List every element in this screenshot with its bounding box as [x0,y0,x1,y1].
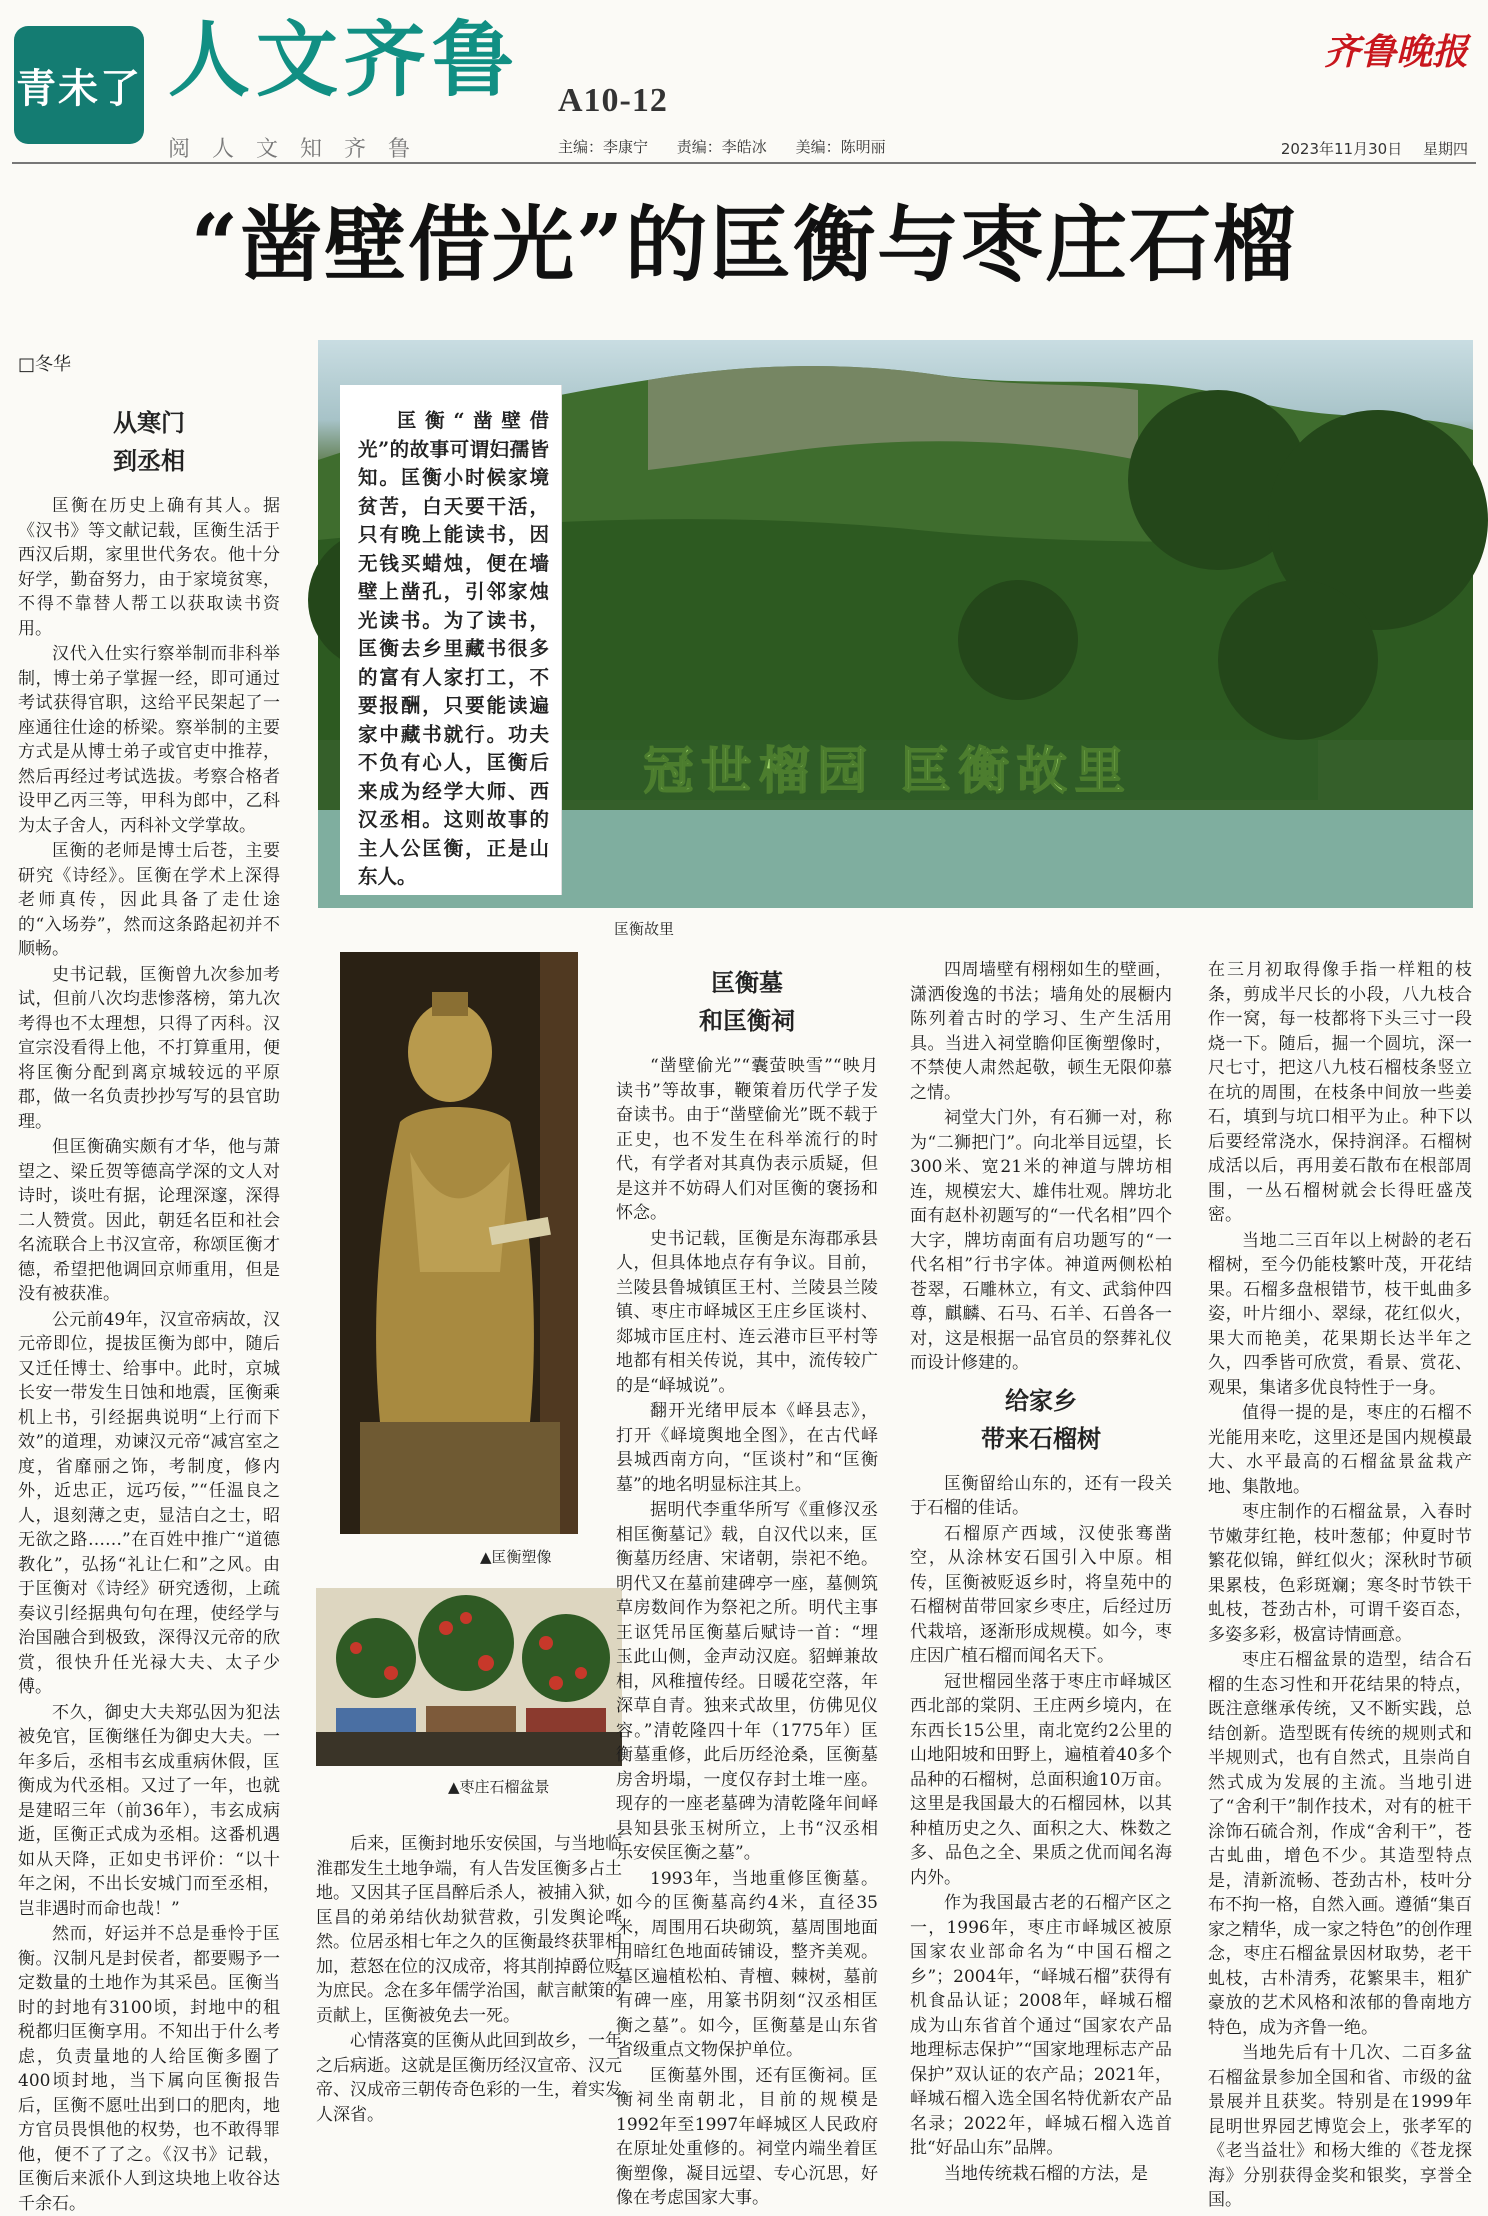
paragraph: 四周墙壁有栩栩如生的壁画，潇洒俊逸的书法；墙角处的展橱内陈列着古时的学习、生产生活用具。当进入祠堂瞻仰匡衡塑像时，不禁使人肃然起敬，顿生无限仰慕之情。 [910,960,1172,1103]
date-text: 2023年11月30日 [1280,140,1403,158]
issue-date [1265,138,1468,159]
paragraph: 当地二三百年以上树龄的老石榴树，至今仍能枝繁叶茂，开花结果。石榴多盘根错节，枝干虬曲多姿，叶片细小、翠绿，花红似火，果大而艳美，花果期长达半年之久，四季皆可欣赏，看景、赏花、观果，集诸多优良特性于一身。 [1208,1230,1472,1398]
statue-photo [340,952,578,1534]
section-logo: 青未了 [14,26,144,144]
paragraph: 在三月初取得像手指一样粗的枝条，剪成半尺长的小段，八九枝合作一窝，每一枝都将下头三寸一段烧一下。随后，掘一个圆坑，深一尺七寸，把这八九枝石榴枝条竖立在坑的周围，在枝条中间放一些姜石，填到与坑口相平为止。种下以后要经常浇水，保持润泽。石榴树成活以后，再用姜石散布在根部周围，一丛石榴树就会长得旺盛茂密。 [1208,960,1472,1225]
section-heading-3: 给家乡 带来石榴树 [981,1386,1101,1453]
paragraph: 但匡衡确实颇有才华，他与萧望之、梁丘贺等德高学深的文人对诗时，谈吐有据，论理深邃，深得二人赞赏。因此，朝廷名臣和社会名流联合上书汉宣帝，称颂匡衡才德，希望把他调回京师重用，但是没有被获准。 [18,1137,280,1304]
paragraph: 汉代入仕实行察举制而非科举制，博士弟子掌握一经，即可通过考试获得官职，这给平民架起了一座通往仕途的桥梁。察举制的主要方式是从博士弟子或官吏中推荐，然后再经过考试选拔。考察合格者设甲乙丙三等，甲科为郎中，乙科为太子舍人，丙科补文学掌故。 [18,644,280,836]
paragraph: 冠世榴园坐落于枣庄市峄城区西北部的棠阴、王庄两乡境内，在东西长15公里，南北宽约2公里的山地阳坡和田野上，遍植着40多个品种的石榴树，总面积逾10万亩。这里是我国最大的石榴园林，以其种植历史之久、面积之大、株数之多、品色之全、果质之优而闻名海内外。 [910,1671,1172,1888]
paragraph: 当地先后有十几次、二百多盆石榴盆景参加全国和省、市级的盆景展并且获奖。特别是在1999年昆明世界园艺博览会上，张孝军的《老当益壮》和杨大维的《苍龙探海》分别获得金奖和银奖，享誉全国。 [1208,2043,1472,2210]
column-2 [316,1832,622,2172]
bonsai-photo [316,1588,622,1766]
newspaper-name: 齐鲁晚报 [1323,31,1468,73]
masthead-divider [12,162,1476,164]
section-title: 人文齐鲁 [168,13,521,108]
intro-box [340,385,562,895]
paragraph: 枣庄制作的石榴盆景，入春时节嫩芽红艳，枝叶葱郁；仲夏时节繁花似锦，鲜红似火；深秋时节硕果累枝，色彩斑斓；寒冬时节铁干虬枝，苍劲古朴，可谓千姿百态，多姿多彩，极富诗情画意。 [1208,1502,1472,1645]
article-headline: “凿壁借光”的匡衡与枣庄石榴 [190,197,1298,293]
paragraph: 值得一提的是，枣庄的石榴不光能用来吃，这里还是国内规模最大、水平最高的石榴盆景盆栽产地、集散地。 [1208,1403,1472,1497]
paragraph: 不久，御史大夫郑弘因为犯法被免官，匡衡继任为御史大夫。一年多后，丞相韦玄成重病休假，匡衡成为代丞相。又过了一年，也就是建昭三年（前36年），韦玄成病逝，匡衡正式成为丞相。这番机遇如从天降，正如史书评价：“以十年之闲，不出长安城门而至丞相，岂非遇时而命也哉！” [18,1702,280,1919]
paragraph: 匡衡在历史上确有其人。据《汉书》等文献记载，匡衡生活于西汉后期，家里世代务农。他十分好学，勤奋努力，由于家境贫寒，不得不靠替人帮工以获取读书资用。 [18,496,280,639]
paragraph: 当地传统栽石榴的方法，是 [944,2163,1148,2184]
section-slogan: 阅人文知齐鲁 [168,137,433,162]
paragraph: 心情落寞的匡衡从此回到故乡，一年之后病逝。这就是匡衡历经汉宣帝、汉元帝、汉成帝三朝传奇色彩的一生，着实发人深省。 [316,2031,622,2125]
editor-credit: 主编：李康宁 [558,138,649,156]
paragraph: 1993年，当地重修匡衡墓。如今的匡衡墓高约4米，直径35米，周围用石块砌筑，墓周围地面用暗红色地面砖铺设，整齐美观。墓区遍植松柏、青檀、棘树，墓前有碑一座，用篆书阴刻“汉丞相匡衡之墓”。如今，匡衡墓是山东省省级重点文物保护单位。 [616,1868,878,2060]
paragraph: 公元前49年，汉宣帝病故，汉元帝即位，提拔匡衡为郎中，随后又迁任博士、给事中。此时，京城长安一带发生日蚀和地震，匡衡乘机上书，引经据典说明“上行而下效”的道理，劝谏汉元帝“减宫室之度，省靡丽之饰，考制度，修内外，近忠正，远巧佞，”“任温良之人，退刻薄之吏，显洁白之士，昭无欲之路……”在百姓中推广“道德教化”，弘扬“礼让仁和”之风。由于匡衡对《诗经》研究透彻，上疏奏议引经据典句句在理，使经学与治国融合到极致，深得汉元帝的欣赏，很快升任光禄大夫、太子少傅。 [18,1309,280,1697]
paragraph: 匡衡的老师是博士后苍，主要研究《诗经》。匡衡在学术上深得老师真传，因此具备了走仕途的“入场券”，然而这条路起初并不顺畅。 [18,841,280,959]
section-heading-1: 从寒门 到丞相 [113,409,185,475]
paragraph: 然而，好运并不总是垂怜于匡衡。汉制凡是封侯者，都要赐予一定数量的土地作为其采邑。匡衡当时的封地有3100顷，封地中的租税都归匡衡享用。不知出于什么考虑，负责量地的人给匡衡多圈了400顷封地，当下属向匡衡报告后，匡衡不愿吐出到口的肥肉，地方官员畏惧他的权势，也不敢得罪他，便不了了之。《汉书》记载，匡衡后来派仆人到这块地上收谷达千余石。 [18,1924,280,2214]
paragraph: 作为我国最古老的石榴产区之一，1996年，枣庄市峄城区被原国家农业部命名为“中国石榴之乡”；2004年，“峄城石榴”获得有机食品认证；2008年，峄城石榴成为山东省首个通过“国家农产品地理标志保护”“国家地理标志产品保护”双认证的农产品；2021年，峄城石榴入选全国名特优新农产品名录；2022年，峄城石榴入选首批“好品山东”品牌。 [910,1893,1172,2158]
main-photo-caption: 匡衡故里 [614,920,675,938]
paragraph: 据明代李重华所写《重修汉丞相匡衡墓记》载，自汉代以来，匡衡墓历经唐、宋诸朝，崇祀不绝。明代又在墓前建碑亭一座，墓侧筑草房数间作为祭祀之所。明代主事王讴凭吊匡衡墓后赋诗一首：“埋玉此山侧，金声动汉庭。貂蝉兼故相，风稚擅传经。日暖花空落，年深草自青。独来式故里，仿佛见仪容。”清乾隆四十年（1775年）匡衡墓重修，此后历经沧桑，匡衡墓房舍坍塌，一度仅存封土堆一座。现存的一座老墓碑为清乾隆年间峄县知县张玉树所立，上书“汉丞相乐安侯匡衡之墓”。 [616,1500,878,1863]
column-5 [1208,958,1472,2210]
page-code: A10-12 [558,82,668,119]
art-editor-credit: 美编：陈明丽 [795,138,886,156]
byline: □冬华 [18,354,72,375]
paragraph: 匡衡墓外围，还有匡衡祠。匡衡祠坐南朝北，目前的规模是1992年至1997年峄城区人民政府在原址处重修的。祠堂内端坐着匡衡塑像，凝目远望、专心沉思，好像在考虑国家大事。 [616,2065,878,2208]
paragraph: 枣庄石榴盆景的造型，结合石榴的生态习性和开花结果的特点，既注意继承传统，又不断实践，总结创新。造型既有传统的规则式和半规则式，也有自然式，且崇尚自然式成为发展的主流。当地引进了“舍利干”制作技术，对有的桩干涂饰石硫合剂，作成“舍利干”，苍古虬曲，增色不少。其造型特点是，清新流畅、苍劲古朴，枝叶分布不拘一格，自然入画。遵循“集百家之精华，成一家之特色”的创作理念，枣庄石榴盆景因材取势，老干虬枝，古朴清秀，花繁果丰，粗犷豪放的艺术风格和浓郁的鲁南地方特色，成为齐鲁一绝。 [1208,1650,1472,2038]
column-4 [910,958,1172,2184]
section-heading-2: 匡衡墓 和匡衡祠 [699,969,795,1035]
paragraph: 祠堂大门外，有石狮一对，称为“二狮把门”。向北举目远望，长300米、宽21米的神道与牌坊相连，规模宏大、雄伟壮观。牌坊北面有赵朴初题写的“一代名相”四个大字，牌坊南面有启功题写的“一代名相”行书字体。神道两侧松柏苍翠，石雕林立，有文、武翁仲四尊，麒麟、石马、石羊、石兽各一对，这是根据一品官员的祭葬礼仪而设计修建的。 [910,1108,1172,1373]
paragraph: 后来，匡衡封地乐安侯国，与当地临淮郡发生土地争端，有人告发匡衡多占土地。又因其子匡昌醉后杀人，被捕入狱，匡昌的弟弟结伙劫狱营救，引发舆论哗然。位居丞相七年之久的匡衡最终获罪相加，惹怒在位的汉成帝，将其削掉爵位贬为庶民。念在多年儒学治国，献言献策的贡献上，匡衡被免去一死。 [316,1834,622,2026]
paragraph: 匡衡留给山东的，还有一段关于石榴的佳话。 [910,1473,1172,1518]
weekday-text: 星期四 [1422,140,1468,158]
column-3 [616,958,878,2208]
statue-illustration [340,952,578,1534]
staff-credits [558,136,900,157]
duty-editor-credit: 责编：李皓冰 [676,138,767,156]
paragraph: 史书记载，匡衡曾九次参加考试，但前八次均悲惨落榜，第九次考得也不太理想，只得了丙科。汉宣宗没看得上他，不打算重用，便将匡衡分配到离京城较远的平原郡，做一名负责抄抄写写的县官助理。 [18,964,280,1132]
bonsai-illustration [316,1588,622,1766]
paragraph: “凿壁偷光”“囊萤映雪”“映月读书”等故事，鞭策着历代学子发奋读书。由于“凿壁偷光”既不载于正史，也不发生在科举流行的时代，有学者对其真伪表示质疑，但是这并不妨碍人们对匡衡的褒扬和怀念。 [616,1056,878,1223]
column-1 [18,398,280,2214]
statue-caption: ▲匡衡塑像 [480,1548,552,1566]
paragraph: 石榴原产西域，汉使张骞凿空，从涂林安石国引入中原。相传，匡衡被贬返乡时，将皇苑中的石榴树苗带回家乡枣庄，后经过历代栽培，逐渐形成规模。如今，枣庄因广植石榴而闻名天下。 [910,1523,1172,1666]
masthead [0,0,1488,170]
paragraph: 史书记载，匡衡是东海郡承县人，但具体地点存有争议。目前，兰陵县鲁城镇匡王村、兰陵县兰陵镇、枣庄市峄城区王庄乡匡谈村、郯城市匡庄村、连云港市巨平村等地都有相关传说，其中，流传较广的是“峄城说”。 [616,1228,878,1396]
garden-sign-text: 冠世榴园 匡衡故里 [643,742,1133,800]
bonsai-caption: ▲枣庄石榴盆景 [448,1778,550,1796]
intro-text: 匡衡“凿壁借光”的故事可谓妇孺皆知。匡衡小时候家境贫苦，白天要干活，只有晚上能读书，因无钱买蜡烛，便在墙壁上凿孔，引邻家烛光读书。为了读书，匡衡去乡里藏书很多的富有人家打工，不要报酬，只要能读遍家中藏书就行。功夫不负有心人，匡衡后来成为经学大师、西汉丞相。这则故事的主人公匡衡，正是山东人。 [358,409,549,888]
paragraph: 翻开光绪甲辰本《峄县志》，打开《峄境舆地全图》，在古代峄县城西南方向，“匡谈村”和“匡衡墓”的地名明显标注其上。 [616,1401,878,1495]
